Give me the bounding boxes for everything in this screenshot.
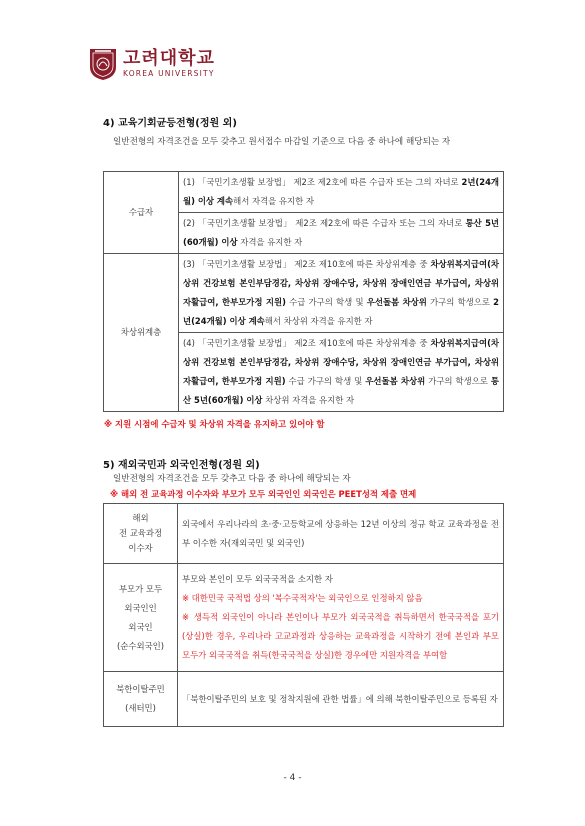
university-seal-icon [88, 47, 118, 81]
overseas-foreigner-table [103, 503, 504, 727]
overseas-criterion: 외국에서 우리나라의 초·중·고등학교에 상응하는 12년 이상의 정규 학교 교육과정을 전부 이수한 자(재외국민 및 외국인) [178, 504, 504, 564]
section-4-intro: 일반전형의 자격조건을 모두 갖추고 원서접수 마감일 기준으로 다음 중 하나에 해당되는 자 [113, 137, 451, 147]
table-row [104, 672, 504, 727]
education-opportunity-table [103, 171, 504, 412]
table-row [104, 254, 504, 333]
logo-english-name: KOREA UNIVERSITY [123, 69, 215, 78]
row-label-overseas: 해외 전 교육과정 이수자 [104, 504, 178, 564]
criterion-3: (3) 「국민기초생활 보장법」 제2조 제10호에 따른 차상위계층 중 차상위복지급여(차상위 건강보험 본인부담경감, 차상위 장애수당, 차상위 장애인연금 부가급여, 차상위 자활급여, 한부모가정 지원) 수급 가구의 학생 및 우선돌봄 차상위 가구의 학생으로 2년(24개월) 이상 계속해서 차상위 자격을 유지한 자 [179, 254, 504, 333]
section-5-intro: 일반전형의 자격조건을 모두 갖추고 다음 중 하나에 해당되는 자 [113, 474, 351, 484]
row-label-pure-foreigner: 부모가 모두 외국인인 외국인 (순수외국인) [104, 564, 178, 672]
page-number: - 4 - [283, 773, 302, 783]
table-row [104, 504, 504, 564]
pure-foreigner-criterion: 부모와 본인이 모두 외국국적을 소지한 자 ※ 대한민국 국적법 상의 '복수국적자'는 외국인으로 인정하지 않음 ※ 생득적 외국인이 아니라 본인이나 부모가 외국국적을 취득하면서 한국국적을 포기(상실)한 경우, 우리나라 고교과정과 상응하는 교육과정을 시작하기 전에 본인과 부모 모두가 외국국적을 취득(한국국적을 상실)한 경우에만 지원자격을 부여함 [178, 564, 504, 672]
criterion-4: (4) 「국민기초생활 보장법」 제2조 제10호에 따른 차상위계층 중 차상위복지급여(차상위 건강보험 본인부담경감, 차상위 장애수당, 차상위 장애인연금 부가급여, 차상위 자활급여, 한부모가정 지원) 수급 가구의 학생 및 우선돌봄 차상위 가구의 학생으로 통산 5년(60개월) 이상 차상위 자격을 유지한 자 [179, 333, 504, 412]
section-5-title: 5) 재외국민과 외국인전형(정원 외) [103, 460, 260, 471]
university-logo [88, 44, 215, 84]
criterion-2: (2) 「국민기초생활 보장법」 제2조 제2호에 따른 수급자 또는 그의 자녀로 통산 5년(60개월) 이상 자격을 유지한 자 [179, 213, 504, 254]
section-5-note: ※ 해외 전 교육과정 이수자와 부모가 모두 외국인인 외국인은 PEET성적 제출 면제 [110, 489, 417, 499]
logo-korean-name: 고려대학교 [123, 48, 215, 69]
row-label-defector: 북한이탈주민 (새터민) [104, 672, 178, 727]
nationality-acquisition-note: ※ 생득적 외국인이 아니라 본인이나 부모가 외국국적을 취득하면서 한국국적을 포기(상실)한 경우, 우리나라 고교과정과 상응하는 교육과정을 시작하기 전에 본인과 부모 모두가 외국국적을 취득(한국국적을 상실)한 경우에만 지원자격을 부여함 [182, 612, 499, 660]
table-row [104, 172, 504, 213]
row-label-near-poverty: 차상위계층 [104, 254, 179, 412]
table-row [104, 564, 504, 672]
section-4-title: 4) 교육기회균등전형(정원 외) [103, 118, 237, 129]
row-label-recipient: 수급자 [104, 172, 179, 254]
defector-criterion: 「북한이탈주민의 보호 및 정착지원에 관한 법률」에 의해 북한이탈주민으로 등록된 자 [178, 672, 504, 727]
criterion-1: (1) 「국민기초생활 보장법」 제2조 제2호에 따른 수급자 또는 그의 자녀로 2년(24개월) 이상 계속해서 자격을 유지한 자 [179, 172, 504, 213]
section-4-note: ※ 지원 시점에 수급자 및 차상위 자격을 유지하고 있어야 함 [104, 419, 325, 429]
dual-nationality-note: ※ 대한민국 국적법 상의 '복수국적자'는 외국인으로 인정하지 않음 [182, 593, 423, 603]
